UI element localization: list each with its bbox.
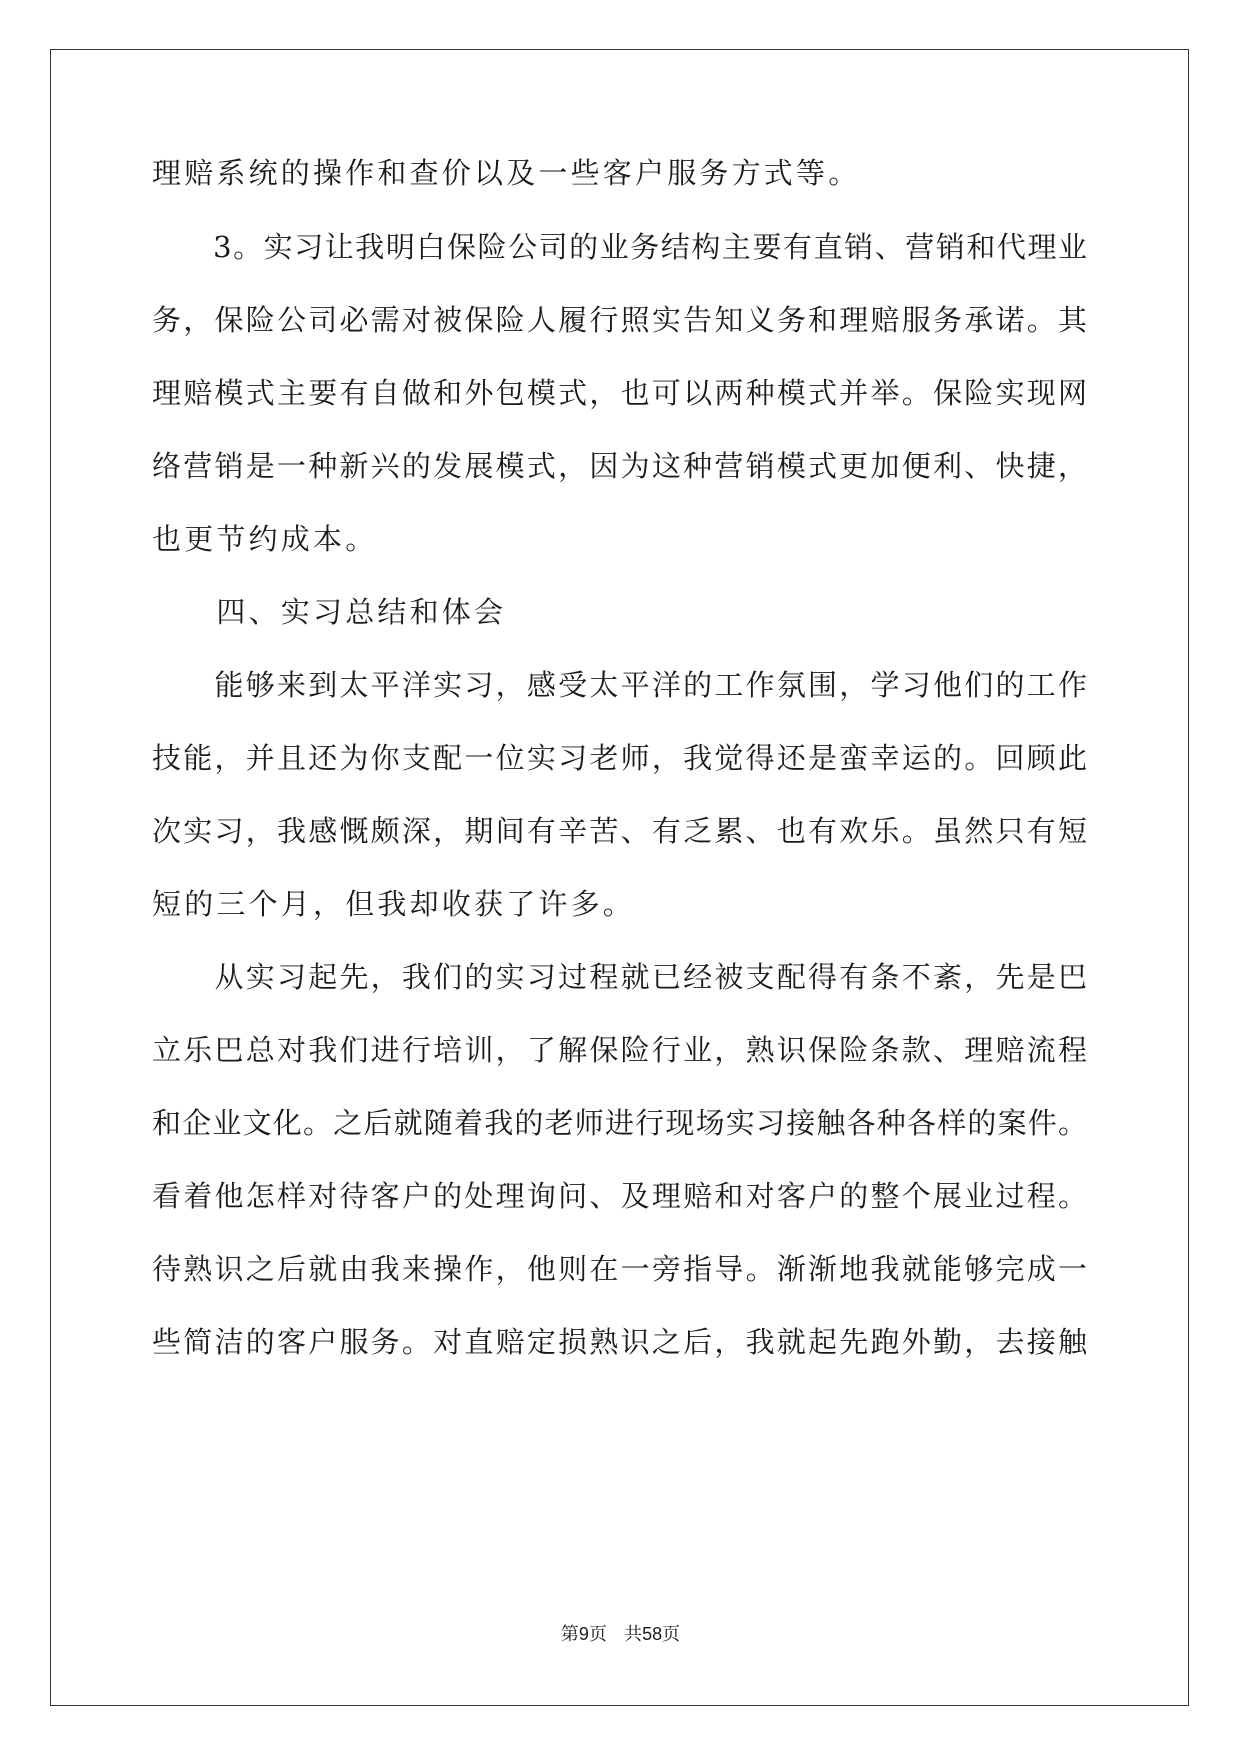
text-line: 3。实习让我明白保险公司的业务结构主要有直销、营销和代理业 <box>152 230 1087 264</box>
text-line: 理赔模式主要有自做和外包模式，也可以两种模式并举。保险实现网 <box>152 376 1087 410</box>
page-border <box>50 49 1189 1706</box>
footer-prefix: 第 <box>560 1624 579 1645</box>
section-heading: 四、实习总结和体会 <box>152 595 507 629</box>
text-line: 短的三个月，但我却收获了许多。 <box>152 887 636 921</box>
text-line: 看着他怎样对待客户的处理询问、及理赔和对客户的整个展业过程。 <box>152 1179 1087 1213</box>
footer-page-suffix: 页 <box>588 1624 607 1645</box>
page-number: 9 <box>578 1624 589 1644</box>
total-pages: 58 <box>642 1624 663 1644</box>
footer-total-prefix: 共 <box>624 1624 643 1645</box>
text-line: 次实习，我感慨颇深，期间有辛苦、有乏累、也有欢乐。虽然只有短 <box>152 814 1087 848</box>
text-line: 也更节约成本。 <box>152 522 378 556</box>
text-line: 和企业文化。之后就随着我的老师进行现场实习接触各种各样的案件。 <box>152 1106 1087 1140</box>
text-line: 些简洁的客户服务。对直赔定损熟识之后，我就起先跑外勤，去接触 <box>152 1325 1087 1359</box>
text-line: 络营销是一种新兴的发展模式，因为这种营销模式更加便利、快捷， <box>152 449 1087 483</box>
text-line: 待熟识之后就由我来操作，他则在一旁指导。渐渐地我就能够完成一 <box>152 1252 1087 1286</box>
text-line: 技能，并且还为你支配一位实习老师，我觉得还是蛮幸运的。回顾此 <box>152 741 1087 775</box>
text-line: 从实习起先，我们的实习过程就已经被支配得有条不紊，先是巴 <box>152 960 1087 994</box>
text-line: 理赔系统的操作和查价以及一些客户服务方式等。 <box>152 156 861 190</box>
text-line: 能够来到太平洋实习，感受太平洋的工作氛围，学习他们的工作 <box>152 668 1087 702</box>
text-line: 立乐巴总对我们进行培训，了解保险行业，熟识保险条款、理赔流程 <box>152 1033 1087 1067</box>
page-footer <box>0 1622 1241 1647</box>
text-line: 务，保险公司必需对被保险人履行照实告知义务和理赔服务承诺。其 <box>152 303 1087 337</box>
footer-total-suffix: 页 <box>662 1624 681 1645</box>
